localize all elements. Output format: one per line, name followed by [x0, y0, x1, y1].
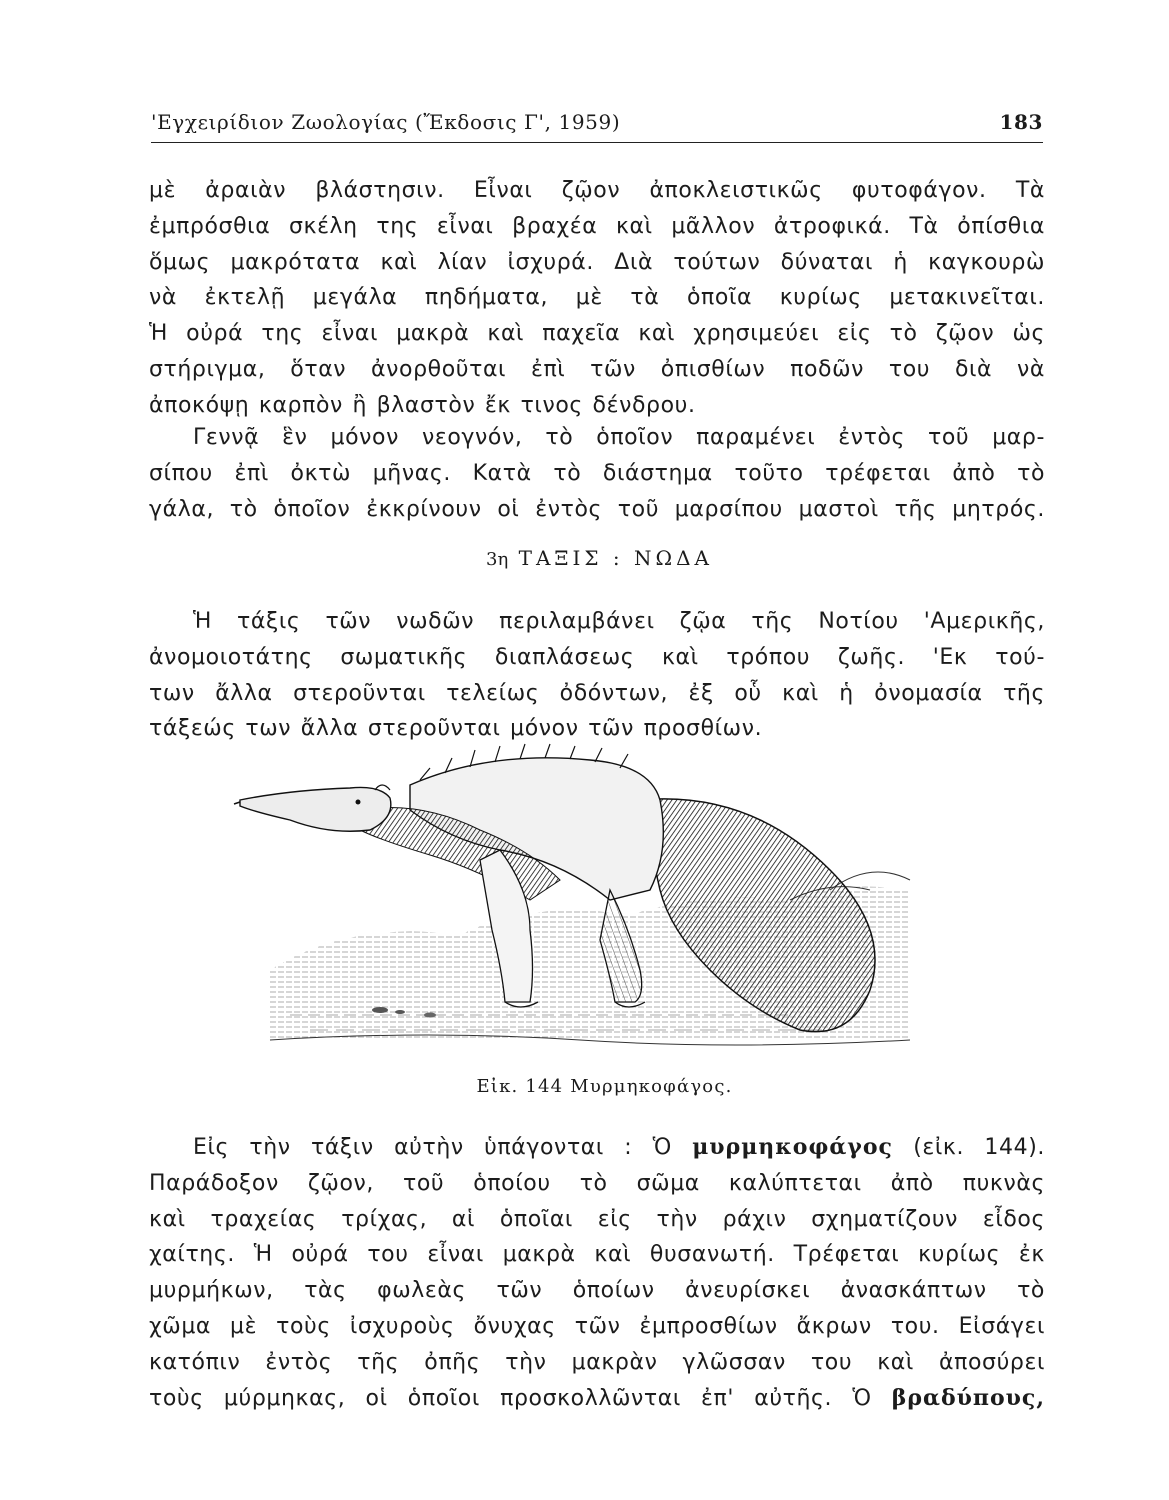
paragraph-kangaroo-description [149, 173, 1045, 424]
section-title: ΤΑΞΙΣ : ΝΩΔΑ [518, 546, 713, 570]
term-sloth: βραδύπους, [891, 1384, 1045, 1411]
header-title: 'Εγχειρίδιον Ζωολογίας (Ἔκδοσις Γ', 1959) [151, 110, 621, 134]
text-line: σίπου ἐπὶ ὀκτὼ μῆνας. Κατὰ τὸ διάστημα τοῦτο τρέφεται ἀπὸ τὸ [149, 460, 1045, 486]
text-line: νὰ ἐκτελῇ μεγάλα πηδήματα, μὲ τὰ ὁποῖα κυρίως μετακινεῖται. [149, 285, 1045, 311]
text-line: ἀνομοιοτάτης σωματικῆς διαπλάσεως καὶ τρόπου ζωῆς. 'Εκ τού- [149, 644, 1045, 670]
text-line [149, 1381, 1045, 1417]
page-number: 183 [999, 110, 1043, 134]
figure-caption: Εἰκ. 144 Μυρμηκοφάγος. [476, 1076, 733, 1097]
text-line: ἐμπρόσθια σκέλη της εἶναι βραχέα καὶ μᾶλλον ἀτροφικά. Τὰ ὀπίσθια [149, 213, 1045, 239]
anteater-engraving [230, 740, 920, 1060]
text-line: των ἄλλα στεροῦνται τελείως ὀδόντων, ἐξ οὗ καὶ ἡ ὀνομασία τῆς [149, 680, 1045, 706]
text-line: Ἡ τάξις τῶν νωδῶν περιλαμβάνει ζῷα τῆς Νοτίου 'Αμερικῆς, [193, 609, 1045, 634]
text-line: χαίτης. Ἡ οὐρά του εἶναι μακρὰ καὶ θυσανωτή. Τρέφεται κυρίως ἐκ [149, 1242, 1045, 1268]
text-line: Ἡ οὐρά της εἶναι μακρὰ καὶ παχεῖα καὶ χρησιμεύει εἰς τὸ ζῷον ὡς [149, 321, 1045, 347]
text-line: μὲ ἀραιὰν βλάστησιν. Εἶναι ζῷον ἀποκλειστικῶς φυτοφάγον. Τὰ [149, 178, 1045, 203]
text-line: γάλα, τὸ ὁποῖον ἐκκρίνουν οἱ ἐντὸς τοῦ μαρσίπου μαστοὶ τῆς μητρός. [149, 496, 1045, 522]
term-anteater: μυρμηκοφάγος [692, 1134, 893, 1160]
text-line: κατόπιν ἐντὸς τῆς ὀπῆς τὴν μακρὰν γλῶσσαν του καὶ ἀποσύρει [149, 1349, 1045, 1375]
text-line: χῶμα μὲ τοὺς ἰσχυροὺς ὄνυχας τῶν ἐμπροσθίων ἄκρων του. Εἰσάγει [149, 1313, 1045, 1339]
text-line: ἀποκόψῃ καρπὸν ἢ βλαστὸν ἔκ τινος δένδρου. [149, 392, 696, 418]
running-header [151, 108, 1043, 143]
text-line [149, 1130, 1045, 1166]
section-heading [0, 546, 1169, 570]
section-ordinal: 3η [486, 549, 509, 570]
paragraph-anteater [149, 1130, 1045, 1416]
anteater-illustration [230, 740, 920, 1060]
text-span: τοὺς μύρμηκας, οἱ ὁποῖοι προσκολλῶνται ἐπ' αὐτῆς. Ὁ [149, 1385, 892, 1411]
text-line: στήριγμα, ὅταν ἀνορθοῦται ἐπὶ τῶν ὀπισθίων ποδῶν του διὰ νὰ [149, 356, 1045, 382]
text-line: καὶ τραχείας τρίχας, αἱ ὁποῖαι εἰς τὴν ράχιν σχηματίζουν εἶδος [149, 1206, 1045, 1232]
text-span: Εἰς τὴν τάξιν αὐτὴν ὑπάγονται : Ὁ [193, 1135, 693, 1160]
text-line: τάξεώς των ἄλλα στεροῦνται μόνον τῶν προσθίων. [149, 716, 763, 742]
paragraph-kangaroo-young [149, 420, 1045, 527]
text-line: Γεννᾷ ἓν μόνον νεογνόν, τὸ ὁποῖον παραμένει ἐντὸς τοῦ μαρ- [193, 425, 1045, 450]
text-line: μυρμήκων, τὰς φωλεὰς τῶν ὁποίων ἀνευρίσκει ἀνασκάπτων τὸ [149, 1278, 1045, 1304]
text-span: (εἰκ. 144). [892, 1135, 1045, 1160]
text-line: ὅμως μακρότατα καὶ λίαν ἰσχυρά. Διὰ τούτων δύναται ἡ καγκουρὼ [149, 249, 1045, 275]
paragraph-order-edentata [149, 604, 1045, 747]
text-line: Παράδοξον ζῷον, τοῦ ὁποίου τὸ σῶμα καλύπτεται ἀπὸ πυκνὰς [149, 1170, 1045, 1196]
